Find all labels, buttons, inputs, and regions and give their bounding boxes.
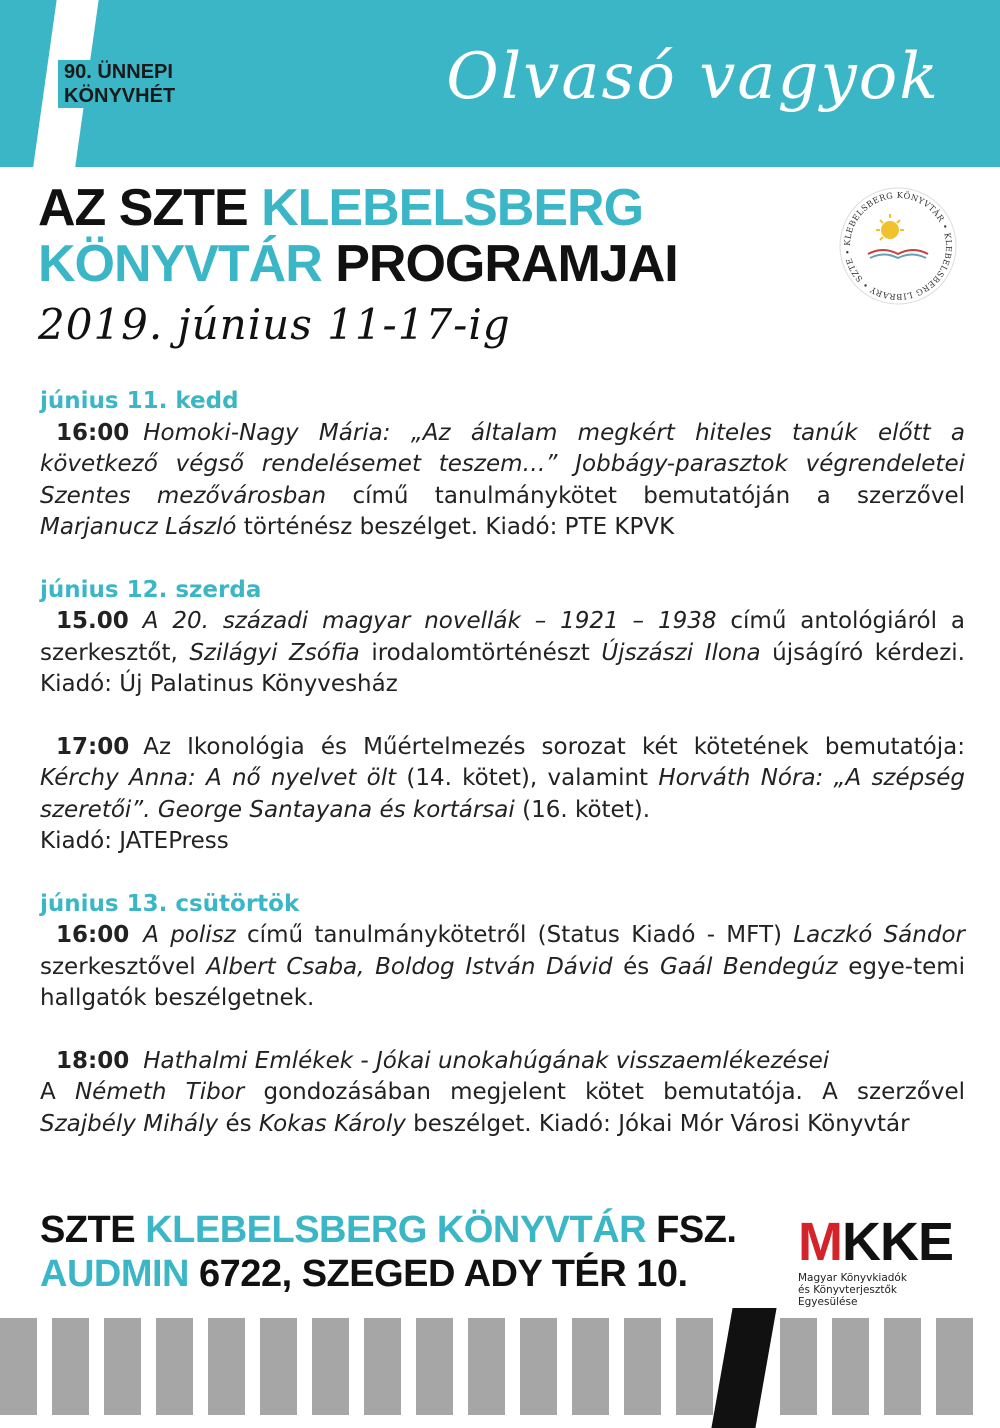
stripe [468,1318,505,1415]
event-text: A [40,1079,75,1105]
stripe [312,1318,349,1415]
header-banner [0,0,1000,167]
mkke-rest-letters: KKE [841,1212,953,1272]
event-text: szerkesztővel [40,953,207,980]
event-text: történész beszélget. Kiadó: PTE KPVK [236,514,675,540]
event-text: (16. kötet). [514,796,651,823]
event-text: beszélget. Kiadó: Jókai Mór Városi Könyvtár [405,1110,910,1137]
event-text: című tanulmánykötet bemutatóján a szerzővel [326,482,965,509]
event-text: Szilágyi Zsófia [189,639,360,666]
mkke-accent-letter: M [798,1212,842,1272]
event-text: gondozásában megjelent kötet bemutatója. A szerzővel [244,1079,965,1105]
event-text: Horváth Nóra: „A szépség szeretői”. George Santayana és kortársai [40,765,965,823]
badge-line-1: 90. ÜNNEPI [64,61,173,83]
title-dark-2: PROGRAMJAI [335,235,678,293]
title-line-1 [38,180,678,236]
stripe [208,1318,245,1415]
stripe [364,1318,401,1415]
stripe [52,1318,89,1415]
stripe [624,1318,661,1415]
program-list [40,386,965,1171]
event-text: (14. kötet), valamint [396,765,659,791]
stripe [676,1318,713,1415]
event-text: Albert Csaba, Boldog István Dávid [206,953,613,980]
event-text: Gaál Bendegúz [659,953,838,980]
event-item [40,418,965,544]
library-seal-logo [838,186,958,306]
mkke-wordmark [798,1214,968,1270]
day-heading: június 12. szerda [40,576,262,603]
address-dark: 6722, SZEGED ADY TÉR 10. [188,1253,688,1295]
stripe [416,1318,453,1415]
footer-stripes [0,1318,1000,1415]
event-time: 18:00 [56,1047,130,1074]
event-text: című antológiáról a szerkesztőt, [40,608,966,666]
mkke-subtitle [798,1272,968,1308]
day-heading: június 11. kedd [40,388,239,414]
event-time: 16:00 [56,419,130,446]
address-accent: AUDMIN [40,1253,189,1295]
mkke-logo [798,1214,968,1308]
event-text: Újszászi Ilona [601,639,761,666]
stripe [936,1318,973,1415]
title-accent-2: KÖNYVTÁR [38,235,336,293]
event-item [40,1046,965,1141]
event-item [40,732,965,858]
event-text: Hathalmi Emlékek - Jókai unokahúgának visszaemlékezései [143,1047,830,1074]
event-text: Kérchy Anna: A nő nyelvet ölt [40,765,397,791]
mkke-sub-2: és Könyvterjesztők [798,1284,898,1296]
address-dark: FSZ. [646,1209,737,1251]
event-text: egye-temi hallgatók beszélgetnek. [40,953,966,1011]
event-text: Kokas Károly [258,1110,406,1137]
event-text: Homoki-Nagy Mária: „Az általam megkért hiteles tanúk előtt a következő végső rendelésemet teszem…” Jobbágy-parasztok végrendeletei Szentes mezővárosban [40,419,965,509]
event-text: A 20. századi magyar novellák – 1921 – 1938 [142,608,717,634]
event-text: újságíró kérdezi. Kiadó: Új Palatinus Könyvesház [40,639,965,697]
stripe [780,1318,817,1415]
mkke-sub-1: Magyar Könyvkiadók [798,1272,907,1284]
event-text: Marjanucz László [40,514,237,540]
title-dark-1: AZ SZTE [38,179,262,237]
date-range: 2019. június 11-17-ig [38,300,511,349]
event-text: és [612,953,660,980]
event-text: Laczkó Sándor [793,922,965,948]
event-time: 17:00 [56,733,130,760]
title-accent-1: KLEBELSBERG [261,179,644,237]
stripe [884,1318,921,1415]
event-text: irodalomtörténészt [359,639,602,666]
event-text: és [218,1110,259,1137]
venue-address [40,1208,737,1296]
event-publisher: Kiadó: JATEPress [40,828,229,854]
address-line-1 [40,1208,737,1252]
campaign-title: Olvasó vagyok [446,40,940,114]
mkke-sub-3: Egyesülése [798,1296,858,1308]
badge-line-2: KÖNYVHÉT [64,85,176,107]
stripe [260,1318,297,1415]
address-line-2 [40,1252,737,1296]
page-title [38,180,678,292]
stripe [156,1318,193,1415]
stripe [572,1318,609,1415]
title-line-2 [38,236,678,292]
event-text: Németh Tibor [74,1079,245,1105]
stripe [104,1318,141,1415]
stripe [832,1318,869,1415]
stripe [520,1318,557,1415]
festival-badge [58,60,175,108]
address-dark: SZTE [40,1209,146,1251]
day-heading: június 13. csütörtök [40,890,300,917]
stripe [0,1318,37,1415]
event-item [40,606,965,701]
event-time: 16:00 [56,922,130,948]
event-time: 15.00 [56,608,129,634]
event-text: című tanulmánykötetről (Status Kiadó - MFT) [235,922,794,948]
event-text: Szajbély Mihály [40,1110,219,1137]
event-text: Az Ikonológia és Műértelmezés sorozat két kötetének bemutatója: [143,733,965,760]
event-text: A polisz [143,922,236,948]
event-item [40,920,965,1015]
seal-ring-text: KLEBELSBERG KÖNYVTÁR • KLEBELSBERG LIBRARY • SZTE • [841,189,955,303]
address-accent: KLEBELSBERG KÖNYVTÁR [145,1209,647,1251]
